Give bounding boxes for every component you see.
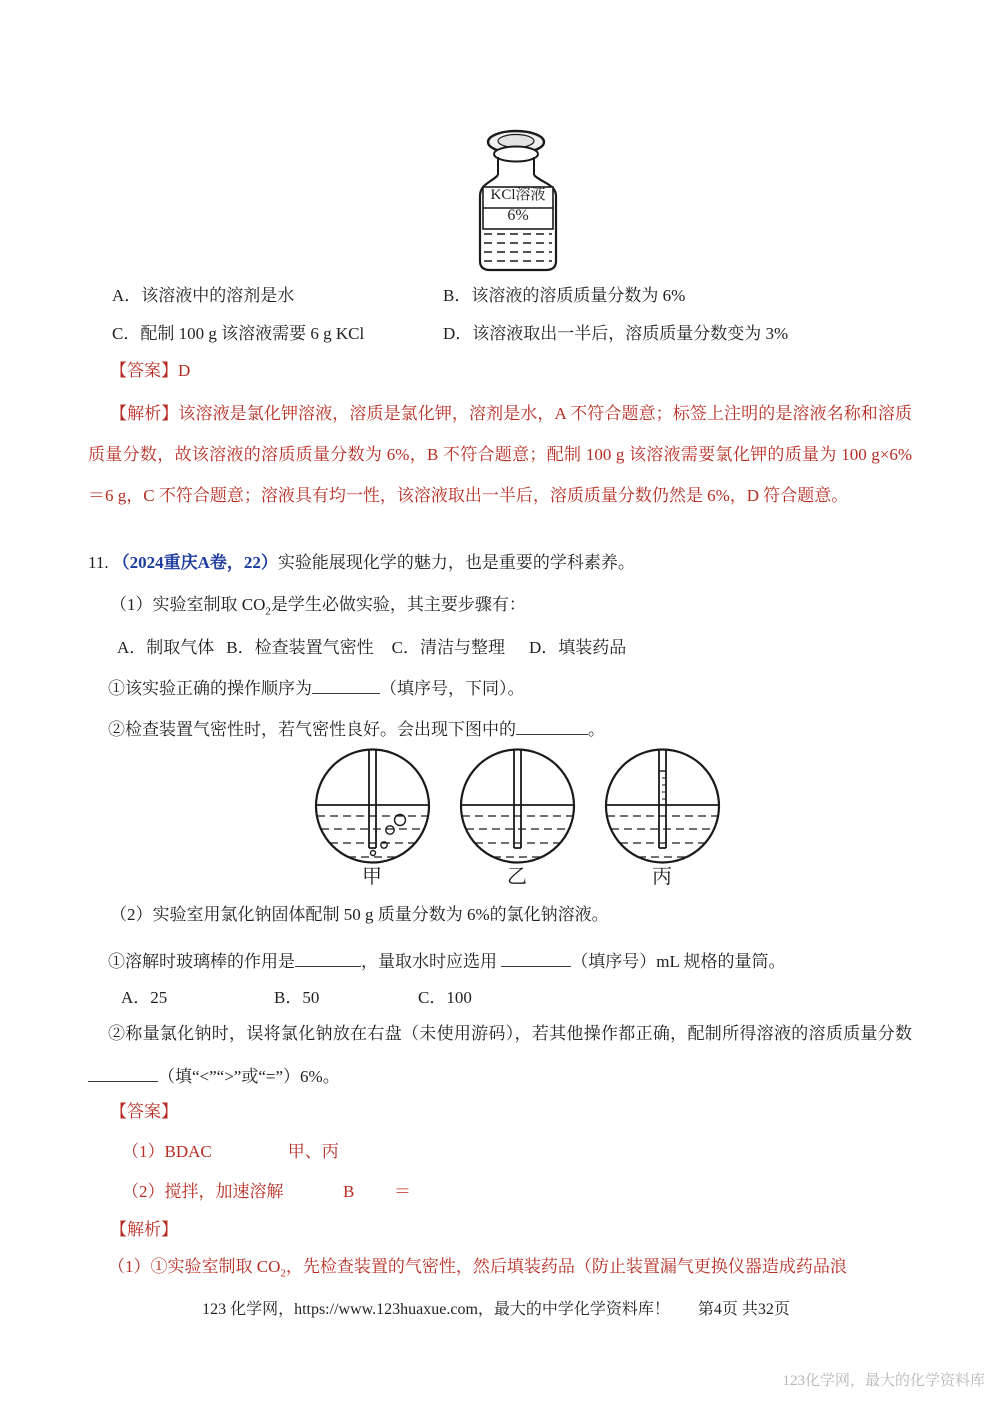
q11-part1-item1 (108, 678, 525, 697)
airtightness-flask-diagrams (290, 748, 750, 872)
co2-subscript: 2 (265, 605, 271, 618)
diagram-label-jia: 甲 (362, 866, 382, 888)
part1-intro-pre: （1）实验室制取 CO (110, 595, 266, 614)
step-b: B．检查装置气密性 (226, 638, 374, 657)
answer-label: 【答案】 (110, 361, 178, 380)
part2-item1-text: ①溶解时玻璃棒的作用是 (108, 952, 295, 971)
watermark: 123化学网，最大的化学资料库 (782, 1373, 985, 1389)
q11-answer-2b: B (343, 1182, 355, 1201)
option-a: A．该溶液中的溶剂是水 (112, 286, 295, 305)
q11-part2-intro: （2）实验室用氯化钠固体配制 50 g 质量分数为 6%的氯化钠溶液。 (110, 905, 609, 924)
part2-item1-mid: ，量取水时应选用 (361, 952, 502, 971)
q11-analysis-label: 【解析】 (110, 1220, 178, 1239)
option-d: D．该溶液取出一半后，溶质质量分数变为 3% (443, 324, 789, 343)
page-footer (0, 1302, 992, 1318)
answer-value: D (178, 361, 191, 380)
flask-bing (606, 750, 719, 863)
footer-page-number: 第4页 共32页 (697, 1301, 790, 1318)
q10-answer-line (110, 362, 190, 379)
q11-answer-label: 【答案】 (110, 1102, 178, 1121)
option-c: C．配制 100 g 该溶液需要 6 g KCl (112, 324, 365, 343)
q11-header (88, 554, 635, 571)
q11-answer-2eq: ＝ (394, 1182, 411, 1201)
step-c: C．清洁与整理 (391, 638, 505, 657)
bottle-label-name: KCl溶液 (490, 187, 546, 203)
q11-number: 11. (88, 553, 109, 572)
cylinder-option-a: A．25 (121, 988, 168, 1007)
part2-item1-suffix: （填序号）mL 规格的量筒。 (571, 952, 786, 971)
fill-blank (295, 951, 361, 967)
q11-part1-item2 (108, 719, 605, 738)
flask-jia (316, 750, 429, 863)
analysis-line-pre: （1）①实验室制取 CO (108, 1257, 281, 1276)
diagram-label-bing: 丙 (652, 866, 672, 888)
option-b: B．该溶液的溶质质量分数为 6% (443, 286, 686, 305)
answer2-text: （2）搅拌，加速溶解 (122, 1182, 284, 1201)
q11-answer-2 (122, 1183, 284, 1200)
item2-text: ②检查装置气密性时，若气密性良好。会出现下图中的 (108, 720, 516, 739)
item1-suffix: （填序号，下同）。 (380, 679, 525, 698)
q11-analysis-line (108, 1257, 847, 1280)
part2-item2-suffix: （填“<”“>”或“=”）6%。 (158, 1067, 340, 1086)
step-a: A．制取气体 (117, 638, 215, 657)
analysis-line-post: ，先检查装置的气密性，然后填装药品（防止装置漏气更换仪器造成药品浪 (285, 1257, 847, 1276)
co2-subscript: 2 (280, 1267, 286, 1280)
step-d: D．填装药品 (528, 638, 627, 657)
cylinder-option-b: B．50 (274, 988, 320, 1007)
cylinder-option-c: C．100 (418, 988, 472, 1007)
fill-blank (501, 951, 571, 967)
q11-steps-line (117, 639, 626, 656)
bottle-label-percent: 6% (507, 207, 529, 224)
diagram-label-yi: 乙 (507, 866, 527, 888)
fill-blank (312, 678, 380, 694)
q11-part1-intro (110, 595, 526, 618)
answer1-figures: 甲、丙 (287, 1142, 339, 1161)
q11-stem: 实验能展现化学的魅力，也是重要的学科素养。 (277, 553, 635, 572)
fill-blank (88, 1066, 158, 1082)
q11-source: （2024重庆A卷，22） (112, 553, 278, 572)
fill-blank (516, 719, 588, 735)
item1-text: ①该实验正确的操作顺序为 (108, 679, 312, 698)
q11-part2-item1 (108, 951, 785, 970)
analysis-body: 该溶液是氯化钾溶液，溶质是氯化钾，溶剂是水，A 不符合题意；标签上注明的是溶液名称和溶质质量分数，故该溶液的溶质质量分数为 6%，B 不符合题意；配制 100 g 该溶液需要氯化钾的质量为 100 g×6%＝6 g，C 不符合题意；溶液具有均一性，该溶液取出一半后，溶质质量分数仍然是 6%，D 符合题意。 (88, 404, 913, 505)
q11-answer-1 (122, 1143, 339, 1160)
part2-item2-text: ②称量氯化钠时，误将氯化钠放在右盘（未使用游码），若其他操作都正确，配制所得溶液的溶质质量分数 (108, 1024, 912, 1043)
footer-site: 123 化学网，https://www.123huaxue.com，最大的中学化学资料库！ (202, 1301, 670, 1318)
q10-analysis-paragraph (88, 393, 912, 516)
part1-intro-post: 是学生必做实验，其主要步骤有： (270, 595, 526, 614)
flask-yi (461, 750, 574, 863)
answer1-sequence: （1）BDAC (122, 1142, 212, 1161)
analysis-label: 【解析】 (110, 404, 179, 423)
q11-part2-item2 (88, 1012, 912, 1098)
item2-suffix: 。 (588, 720, 605, 739)
